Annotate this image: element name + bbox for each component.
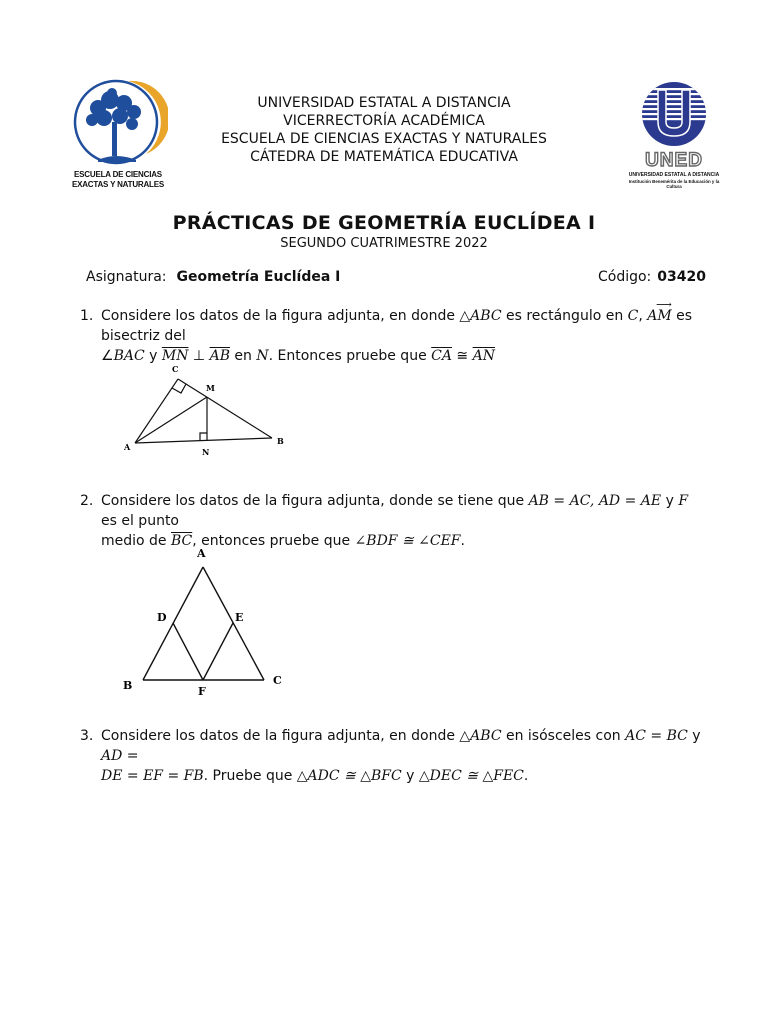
question-2-number: 2. — [80, 493, 94, 509]
q2-expression: ∠BDF ≅ ∠CEF — [354, 533, 461, 549]
question-3-text — [101, 726, 706, 786]
fig2-label-d: D — [157, 611, 167, 624]
q3-y2: y — [401, 768, 419, 784]
q1-abc: ABC — [470, 308, 502, 324]
q2-equalities: AB = AC, AD = AE — [528, 493, 662, 509]
fig2-label-e: E — [235, 611, 244, 624]
codigo-label: Código: — [597, 269, 652, 285]
q2-text-d: , entonces pruebe que — [192, 533, 355, 549]
header-catedra: CÁTEDRA DE MATEMÁTICA EDUCATIVA — [250, 149, 518, 165]
fig1-label-b: B — [277, 436, 284, 446]
ray-arrow-icon: ⟶ — [655, 298, 672, 311]
fig1-label-n: N — [202, 447, 210, 457]
q1-bac: BAC — [113, 348, 145, 364]
q1-perp: ⊥ — [188, 348, 210, 364]
q1-comma: , — [638, 308, 648, 324]
q3-text-b: en isósceles con — [501, 728, 626, 744]
q1-text-d: . Entonces pruebe que — [268, 348, 432, 364]
uned-caption-2: Institución Benemérita de la Educación y la Cultura — [628, 179, 720, 189]
q1-c: C — [627, 308, 639, 324]
page-title: PRÁCTICAS DE GEOMETRÍA EUCLÍDEA I — [172, 212, 596, 234]
q3-congruence-2: △DEC ≅ △FEC — [418, 768, 524, 784]
fig1-bisector-am — [135, 397, 207, 443]
header-escuela: ESCUELA DE CIENCIAS EXACTAS Y NATURALES — [221, 131, 547, 147]
q3-dot: . — [523, 768, 529, 784]
header-vicerrectoria: VICERRECTORÍA ACADÉMICA — [283, 113, 485, 129]
page-subtitle: SEGUNDO CUATRIMESTRE 2022 — [280, 236, 488, 251]
figure-2 — [115, 543, 295, 700]
q2-bc: $\overline{BC}$ — [171, 533, 193, 549]
q1-text-b: es rectángulo en — [501, 308, 628, 324]
left-logo-caption-1: ESCUELA DE CIENCIAS — [74, 170, 162, 179]
q2-text-a: Considere los datos de la figura adjunta, donde se tiene que — [101, 493, 529, 509]
question-1-text — [101, 298, 706, 366]
q1-an: $\overline{AN}$ — [472, 348, 495, 364]
fig1-right-angle-n — [200, 433, 207, 440]
q1-angle-symbol: ∠ — [101, 348, 114, 364]
fig1-label-a: A — [124, 442, 131, 452]
question-1 — [80, 298, 706, 366]
q1-y: y — [144, 348, 162, 364]
q1-ab: $\overline{AB}$ — [209, 348, 230, 364]
q2-f: F — [678, 493, 689, 509]
q2-text-b: es el punto — [101, 513, 179, 529]
q3-triangle: △ABC — [459, 728, 502, 744]
q1-ray-am — [647, 298, 672, 326]
fig2-label-a: A — [197, 547, 206, 560]
q1-triangle-symbol: △ — [459, 308, 471, 324]
q2-text-c: medio de — [101, 533, 171, 549]
fig1-side-cb — [178, 379, 272, 438]
fig1-label-m: M — [206, 383, 215, 393]
fig1-label-c: C — [172, 364, 179, 374]
asignatura-label: Asignatura: — [86, 269, 167, 285]
question-2 — [80, 491, 706, 551]
q1-am: AM — [647, 308, 672, 324]
q3-text-c: . Pruebe que — [203, 768, 297, 784]
q3-congruence-1: △ADC ≅ △BFC — [296, 768, 402, 784]
fig2-label-c: C — [273, 674, 282, 687]
q1-en: en — [229, 348, 257, 364]
q1-n: N — [256, 348, 269, 364]
q3-eq2b: DE = EF = FB — [101, 768, 204, 784]
fig2-label-b: B — [123, 679, 133, 692]
q3-eq2a: AD = — [101, 748, 139, 764]
q1-text-a: Considere los datos de la figura adjunta, en donde — [101, 308, 460, 324]
question-1-number: 1. — [80, 308, 94, 324]
question-3 — [80, 726, 706, 786]
uned-caption-1: UNIVERSIDAD ESTATAL A DISTANCIA — [628, 172, 720, 178]
q3-text-a: Considere los datos de la figura adjunta, en donde — [101, 728, 460, 744]
q1-cong: ≅ — [451, 348, 473, 364]
question-3-number: 3. — [80, 728, 94, 744]
q2-dot: . — [460, 533, 465, 549]
codigo-field — [598, 269, 706, 285]
course-info-row — [86, 269, 706, 285]
fig1-side-ac — [135, 379, 178, 443]
fig1-side-ab — [135, 438, 272, 443]
question-2-text — [101, 491, 706, 551]
q3-eq1: AC = BC — [625, 728, 688, 744]
left-logo-caption-2: EXACTAS Y NATURALES — [71, 180, 165, 189]
fig2-label-f: F — [198, 685, 206, 698]
q1-text-c: es bisectriz del — [101, 308, 693, 344]
uned-brand-text: UNED — [645, 150, 703, 171]
q3-y1: y — [687, 728, 701, 744]
codigo-value: 03420 — [657, 269, 706, 285]
q1-mn: $\overline{MN}$ — [161, 348, 189, 364]
asignatura-value: Geometría Euclídea I — [176, 269, 341, 285]
header-university: UNIVERSIDAD ESTATAL A DISTANCIA — [257, 95, 511, 111]
q2-y: y — [661, 493, 679, 509]
fig2-segment-ef — [203, 623, 233, 680]
figure-1 — [110, 360, 310, 465]
fig2-segment-df — [173, 623, 203, 680]
q1-ca: $\overline{CA}$ — [431, 348, 452, 364]
